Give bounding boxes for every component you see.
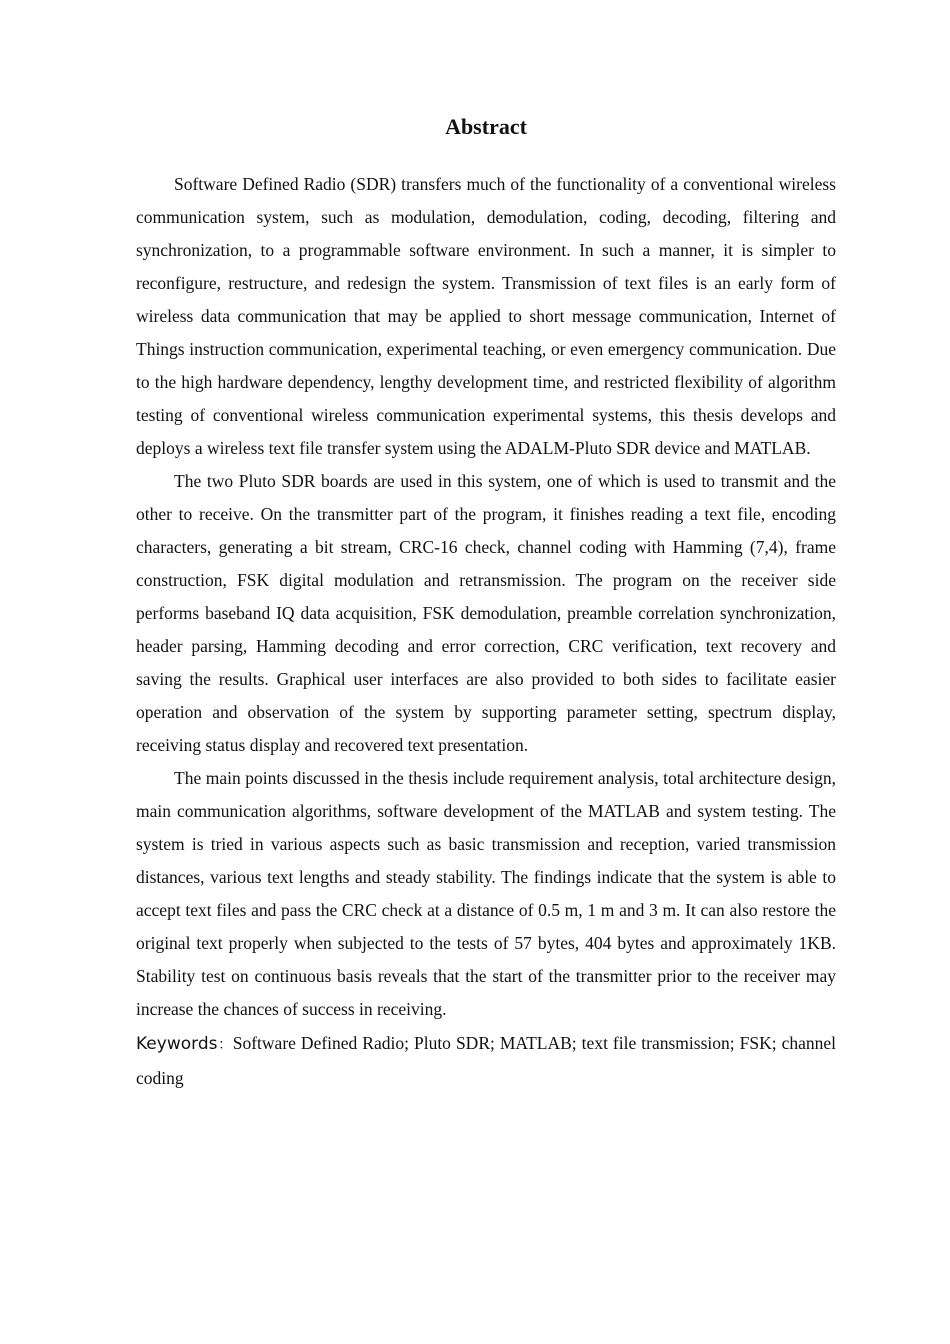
- abstract-paragraph-1: Software Defined Radio (SDR) transfers much of the functionality of a conventional wireless communication system, such as modulation, demodulation, coding, decoding, filtering and synchronization, to a programmable software environment. In such a manner, it is simpler to reconfigure, restructure, and redesign the system. Transmission of text files is an early form of wireless data communication that may be applied to short message communication, Internet of Things instruction communication, experimental teaching, or even emergency communication. Due to the high hardware dependency, lengthy development time, and restricted flexibility of algorithm testing of conventional wireless communication experimental systems, this thesis develops and deploys a wireless text file transfer system using the ADALM-Pluto SDR device and MATLAB.: [136, 174, 836, 458]
- keywords-label: Keywords: [136, 1034, 218, 1054]
- abstract-paragraph-3: The main points discussed in the thesis include requirement analysis, total architecture design, main communication algorithms, software development of the MATLAB and system testing. The system is tried in various aspects such as basic transmission and reception, varied transmission distances, various text lengths and steady stability. The findings indicate that the system is able to accept text files and pass the CRC check at a distance of 0.5 m, 1 m and 3 m. It can also restore the original text properly when subjected to the tests of 57 bytes, 404 bytes and approximately 1KB. Stability test on continuous basis reveals that the start of the transmitter prior to the receiver may increase the chances of success in receiving.: [136, 768, 836, 1019]
- abstract-body: [136, 168, 836, 1095]
- abstract-title: Abstract: [445, 114, 527, 139]
- keywords-separator: ：: [217, 1037, 233, 1053]
- keywords-text: Software Defined Radio; Pluto SDR; MATLAB; text file transmission; FSK; channel coding: [136, 1033, 837, 1088]
- keywords-line: [136, 1027, 836, 1095]
- abstract-paragraph-2: The two Pluto SDR boards are used in this system, one of which is used to transmit and the other to receive. On the transmitter part of the program, it finishes reading a text file, encoding characters, generating a bit stream, CRC-16 check, channel coding with Hamming (7,4), frame construction, FSK digital modulation and retransmission. The program on the receiver side performs baseband IQ data acquisition, FSK demodulation, preamble correlation synchronization, header parsing, Hamming decoding and error correction, CRC verification, text recovery and saving the results. Graphical user interfaces are also provided to both sides to facilitate easier operation and observation of the system by supporting parameter setting, spectrum display, receiving status display and recovered text presentation.: [136, 471, 836, 755]
